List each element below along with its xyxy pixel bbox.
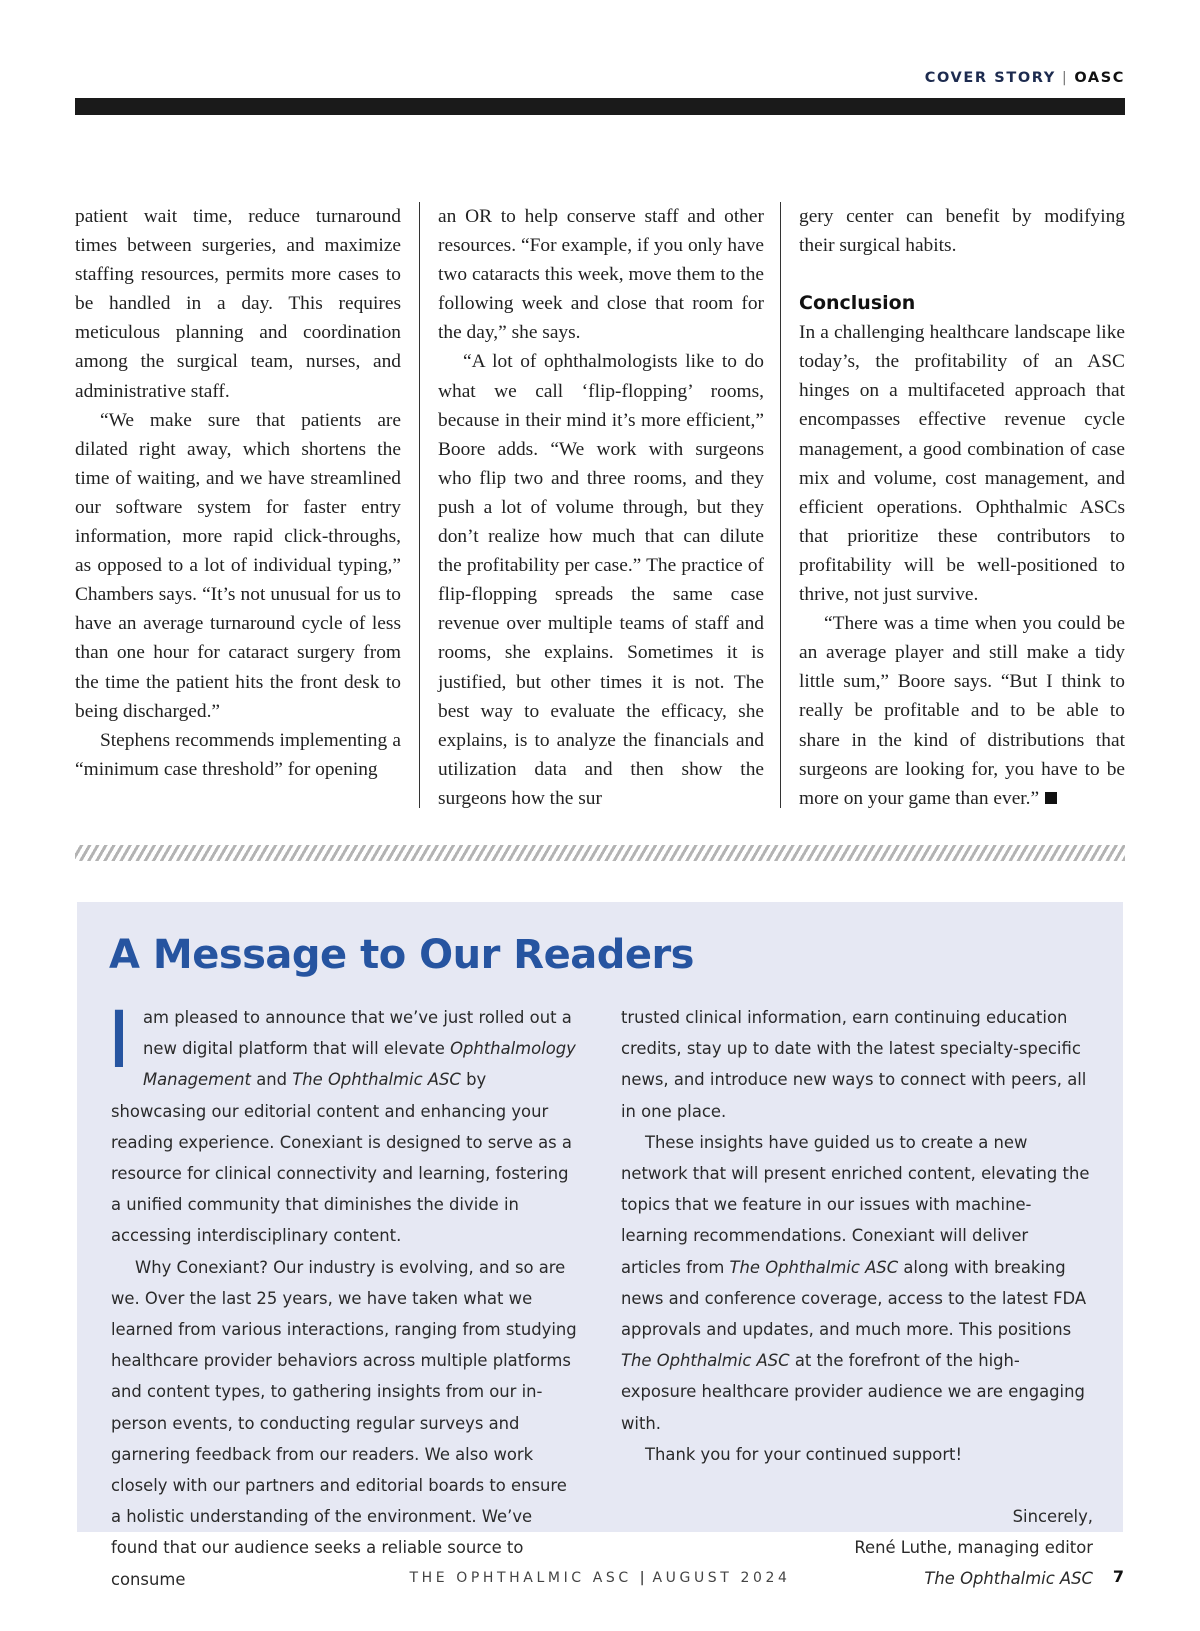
section-label: COVER STORY: [924, 70, 1056, 86]
closing-quote: “There was a time when you could be an average player and still make a tidy little sum,” Boore says. “But I think to really be profitable and to be able to share in the kind of distributions that surgeons are looking for, you have to be more on your game than ever.”: [799, 613, 1125, 809]
paragraph: patient wait time, reduce turnaround times between surgeries, and maximize staffing resources, permits more cases to be handled in a day. This requires meticulous planning and coordination among the surgical team, nurses, and administrative staff.: [75, 206, 401, 402]
drop-cap: I: [111, 996, 127, 1086]
article-column-3: [799, 202, 1125, 813]
column-divider: [419, 202, 420, 808]
conclusion-heading: Conclusion: [799, 292, 916, 315]
running-header: [925, 70, 1125, 86]
text-run: and: [250, 1070, 293, 1090]
sidebar-title: A Message to Our Readers: [109, 932, 694, 978]
italic-title: The Ophthalmic ASC: [621, 1351, 790, 1371]
header-rule: [75, 98, 1125, 115]
paragraph: In a challenging healthcare landscape like today’s, the profitability of an ASC hinges on a multifaceted approach that encompasses effective revenue cycle management, a good combination of case mix and volume, cost management, and efficient operations. Ophthalmic ASCs that prioritize these contributors to profitability will be well-positioned to thrive, not just survive.: [799, 322, 1125, 606]
hatched-divider: [75, 845, 1125, 861]
header-separator: |: [1061, 70, 1069, 86]
sidebar-column-2: [621, 1002, 1093, 1595]
text-run: by showcasing our editorial content and enhancing your reading experience. Conexiant is designed to serve as a resource for clinical connectivity and learning, fostering a unified community that diminishes the divide in accessing interdisciplinary content.: [111, 1070, 572, 1246]
footer-separator: |: [639, 1570, 645, 1586]
paragraph: Why Conexiant? Our industry is evolving, and so are we. Over the last 25 years, we have taken what we learned from various interactions, ranging from studying healthcare provider behaviors across multiple platforms and content types, to gathering insights from our in-person events, to conducting regular surveys and garnering feedback from our readers. We also work closely with our partners and editorial boards to ensure a holistic understanding of the environment. We’ve found that our audience seeks a reliable source to consume: [111, 1257, 577, 1589]
paragraph: [111, 996, 581, 1252]
brand-label: OASC: [1074, 70, 1125, 86]
paragraph: “A lot of ophthalmologists like to do what we call ‘flip-flopping’ rooms, because in their mind it’s more efficient,” Boore adds. “We work with surgeons who flip two and three rooms, and they push a lot of volume through, but they don’t realize how much that can dilute the profitability per case.” The practice of flip-flopping spreads the same case revenue over multiple teams of staff and rooms, she explains. Sometimes it is justified, but other times it is not. The best way to evaluate the efficacy, she explains, is to analyze the financials and utilization data and then show the surgeons how the sur: [438, 351, 764, 809]
italic-title: Ophthalmology Management: [143, 1039, 576, 1090]
footer-publication: THE OPHTHALMIC ASC: [409, 1570, 632, 1586]
italic-title: The Ophthalmic ASC: [924, 1569, 1093, 1589]
signer: René Luthe, managing editor: [854, 1538, 1093, 1558]
column-divider: [780, 202, 781, 808]
page-number: 7: [1112, 1567, 1124, 1586]
paragraph: [621, 1127, 1093, 1439]
italic-title: The Ophthalmic ASC: [729, 1257, 899, 1277]
paragraph: Thank you for your continued support!: [645, 1444, 963, 1464]
closing: Sincerely,: [1012, 1507, 1093, 1527]
article-column-2: [438, 202, 764, 813]
paragraph: [799, 609, 1125, 813]
footer-issue: AUGUST 2024: [652, 1570, 791, 1586]
text-run: at the forefront of the high-exposure healthcare provider audience we are engaging with.: [621, 1351, 1085, 1433]
end-mark-icon: [1045, 792, 1057, 804]
page-footer: [0, 1569, 1200, 1589]
italic-title: The Ophthalmic ASC: [292, 1070, 461, 1090]
article-column-1: [75, 202, 401, 784]
paragraph: Stephens recommends implementing a “minimum case threshold” for opening: [75, 729, 401, 780]
sidebar-column-1: [111, 996, 581, 1595]
paragraph: “We make sure that patients are dilated right away, which shortens the time of waiting, and we have streamlined our software system for faster entry information, more rapid click-throughs, as opposed to a lot of individual typing,” Chambers says. “It’s not unusual for us to have an average turnaround cycle of less than one hour for cataract surgery from the time the patient hits the front desk to being discharged.”: [75, 409, 401, 722]
text-run: am pleased to announce that we’ve just rolled out a new digital platform that will elevate: [143, 1008, 572, 1059]
text-run: along with breaking news and conference coverage, access to the latest FDA approvals and updates, and much more. This positions: [621, 1257, 1087, 1340]
text-run: These insights have guided us to create a new network that will present enriched content, elevating the topics that we feature in our issues with machine-learning recommendations. Conexiant will deliver articles from: [621, 1132, 1090, 1277]
paragraph: trusted clinical information, earn continuing education credits, stay up to date with the latest specialty-specific news, and introduce new ways to connect with peers, all in one place.: [621, 1008, 1087, 1121]
paragraph: an OR to help conserve staff and other resources. “For example, if you only have two cataracts this week, move them to the following week and close that room for the day,” she says.: [438, 206, 764, 344]
paragraph: gery center can benefit by modifying their surgical habits.: [799, 206, 1125, 257]
article-body: [75, 202, 1125, 814]
